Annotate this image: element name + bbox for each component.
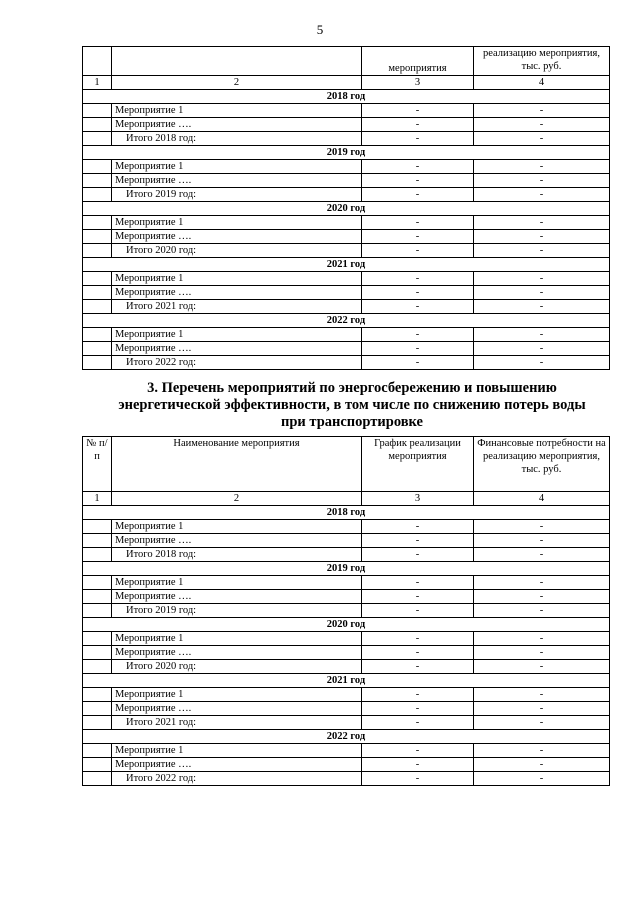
event-name: Мероприятие …. xyxy=(112,342,362,356)
section-title xyxy=(82,380,622,431)
event-name: Мероприятие …. xyxy=(112,230,362,244)
schedule-cell: - xyxy=(362,188,474,202)
table-row xyxy=(83,520,610,534)
event-name: Мероприятие …. xyxy=(112,590,362,604)
table-row xyxy=(83,632,610,646)
table-row xyxy=(83,104,610,118)
schedule-cell: - xyxy=(362,772,474,786)
table-row xyxy=(83,534,610,548)
row-number-cell xyxy=(83,118,112,132)
schedule-cell: - xyxy=(362,132,474,146)
year-label: 2020 год xyxy=(83,618,610,632)
row-number-cell xyxy=(83,244,112,258)
finance-cell: - xyxy=(474,688,610,702)
row-number-cell xyxy=(83,646,112,660)
finance-cell: - xyxy=(474,216,610,230)
header-cell-number: № п/п xyxy=(83,437,112,492)
row-number-cell xyxy=(83,356,112,370)
year-label: 2022 год xyxy=(83,730,610,744)
year-row xyxy=(83,674,610,688)
schedule-cell: - xyxy=(362,688,474,702)
schedule-cell: - xyxy=(362,300,474,314)
year-row xyxy=(83,618,610,632)
table-row xyxy=(83,160,610,174)
finance-cell: - xyxy=(474,744,610,758)
table-header-row xyxy=(83,437,610,492)
finance-cell: - xyxy=(474,356,610,370)
row-number-cell xyxy=(83,590,112,604)
schedule-cell: - xyxy=(362,230,474,244)
row-number-cell xyxy=(83,328,112,342)
schedule-cell: - xyxy=(362,548,474,562)
finance-cell: - xyxy=(474,244,610,258)
year-label: 2019 год xyxy=(83,562,610,576)
total-label: Итого 2018 год: xyxy=(112,132,362,146)
finance-cell: - xyxy=(474,604,610,618)
schedule-cell: - xyxy=(362,758,474,772)
total-label: Итого 2018 год: xyxy=(112,548,362,562)
table-row xyxy=(83,342,610,356)
schedule-cell: - xyxy=(362,216,474,230)
total-row xyxy=(83,132,610,146)
schedule-cell: - xyxy=(362,160,474,174)
event-name: Мероприятие 1 xyxy=(112,520,362,534)
table-row xyxy=(83,576,610,590)
finance-cell: - xyxy=(474,160,610,174)
row-number-cell xyxy=(83,548,112,562)
event-name: Мероприятие …. xyxy=(112,118,362,132)
row-number-cell xyxy=(83,216,112,230)
schedule-cell: - xyxy=(362,534,474,548)
table-row xyxy=(83,216,610,230)
schedule-cell: - xyxy=(362,286,474,300)
year-label: 2018 год xyxy=(83,90,610,104)
total-label: Итого 2021 год: xyxy=(112,300,362,314)
header-cell xyxy=(83,47,112,76)
total-label: Итого 2022 год: xyxy=(112,772,362,786)
total-label: Итого 2019 год: xyxy=(112,604,362,618)
event-name: Мероприятие 1 xyxy=(112,328,362,342)
row-number-cell xyxy=(83,534,112,548)
year-row xyxy=(83,258,610,272)
row-number-cell xyxy=(83,702,112,716)
schedule-cell: - xyxy=(362,356,474,370)
table-row xyxy=(83,758,610,772)
total-row xyxy=(83,244,610,258)
year-label: 2019 год xyxy=(83,146,610,160)
header-cell-name: Наименование мероприятия xyxy=(112,437,362,492)
column-number: 3 xyxy=(362,492,474,506)
finance-cell: - xyxy=(474,104,610,118)
finance-cell: - xyxy=(474,534,610,548)
event-name: Мероприятие …. xyxy=(112,286,362,300)
finance-cell: - xyxy=(474,132,610,146)
row-number-cell xyxy=(83,772,112,786)
header-cell-finance: Финансовые потребности на реализацию мероприятия, тыс. руб. xyxy=(474,437,610,492)
finance-cell: - xyxy=(474,660,610,674)
finance-cell: - xyxy=(474,576,610,590)
schedule-cell: - xyxy=(362,272,474,286)
row-number-cell xyxy=(83,160,112,174)
finance-cell: - xyxy=(474,272,610,286)
schedule-cell: - xyxy=(362,244,474,258)
total-label: Итого 2022 год: xyxy=(112,356,362,370)
event-name: Мероприятие …. xyxy=(112,646,362,660)
event-name: Мероприятие …. xyxy=(112,174,362,188)
year-row xyxy=(83,146,610,160)
schedule-cell: - xyxy=(362,342,474,356)
row-number-cell xyxy=(83,604,112,618)
total-row xyxy=(83,548,610,562)
table-row xyxy=(83,688,610,702)
section-title-line: 3. Перечень мероприятий по энергосбережению и повышению xyxy=(147,380,557,396)
finance-cell: - xyxy=(474,632,610,646)
schedule-cell: - xyxy=(362,660,474,674)
total-label: Итого 2021 год: xyxy=(112,716,362,730)
year-label: 2022 год xyxy=(83,314,610,328)
finance-cell: - xyxy=(474,646,610,660)
page-number: 5 xyxy=(316,22,324,37)
row-number-cell xyxy=(83,272,112,286)
schedule-cell: - xyxy=(362,174,474,188)
table-row xyxy=(83,174,610,188)
row-number-cell xyxy=(83,744,112,758)
schedule-cell: - xyxy=(362,576,474,590)
year-row xyxy=(83,506,610,520)
schedule-cell: - xyxy=(362,590,474,604)
finance-cell: - xyxy=(474,702,610,716)
finance-cell: - xyxy=(474,758,610,772)
row-number-cell xyxy=(83,520,112,534)
year-label: 2018 год xyxy=(83,506,610,520)
column-number: 3 xyxy=(362,76,474,90)
event-name: Мероприятие 1 xyxy=(112,272,362,286)
schedule-cell: - xyxy=(362,118,474,132)
events-table-body xyxy=(83,47,610,370)
year-label: 2021 год xyxy=(83,258,610,272)
column-number: 1 xyxy=(83,492,112,506)
schedule-cell: - xyxy=(362,646,474,660)
schedule-cell: - xyxy=(362,744,474,758)
event-name: Мероприятие …. xyxy=(112,758,362,772)
event-name: Мероприятие 1 xyxy=(112,576,362,590)
column-number: 2 xyxy=(112,76,362,90)
events-table-continued xyxy=(82,46,610,370)
schedule-cell: - xyxy=(362,702,474,716)
total-row xyxy=(83,604,610,618)
event-name: Мероприятие 1 xyxy=(112,744,362,758)
header-cell-schedule: График реализации мероприятия xyxy=(362,437,474,492)
event-name: Мероприятие …. xyxy=(112,702,362,716)
finance-cell: - xyxy=(474,328,610,342)
table-header-row xyxy=(83,47,610,76)
row-number-cell xyxy=(83,660,112,674)
column-number-row xyxy=(83,492,610,506)
column-number: 4 xyxy=(474,76,610,90)
event-name: Мероприятие 1 xyxy=(112,216,362,230)
row-number-cell xyxy=(83,132,112,146)
row-number-cell xyxy=(83,632,112,646)
finance-cell: - xyxy=(474,716,610,730)
table-row xyxy=(83,286,610,300)
schedule-cell: - xyxy=(362,520,474,534)
finance-cell: - xyxy=(474,520,610,534)
row-number-cell xyxy=(83,104,112,118)
event-name: Мероприятие 1 xyxy=(112,632,362,646)
schedule-cell: - xyxy=(362,328,474,342)
event-name: Мероприятие 1 xyxy=(112,104,362,118)
header-cell: реализацию мероприятия, тыс. руб. xyxy=(474,47,610,76)
table-row xyxy=(83,230,610,244)
row-number-cell xyxy=(83,174,112,188)
row-number-cell xyxy=(83,188,112,202)
total-row xyxy=(83,356,610,370)
table-row xyxy=(83,702,610,716)
year-row xyxy=(83,730,610,744)
finance-cell: - xyxy=(474,174,610,188)
row-number-cell xyxy=(83,688,112,702)
total-row xyxy=(83,772,610,786)
row-number-cell xyxy=(83,758,112,772)
finance-cell: - xyxy=(474,118,610,132)
finance-cell: - xyxy=(474,772,610,786)
year-row xyxy=(83,202,610,216)
row-number-cell xyxy=(83,716,112,730)
finance-cell: - xyxy=(474,342,610,356)
finance-cell: - xyxy=(474,188,610,202)
row-number-cell xyxy=(83,342,112,356)
finance-cell: - xyxy=(474,286,610,300)
schedule-cell: - xyxy=(362,716,474,730)
total-label: Итого 2019 год: xyxy=(112,188,362,202)
section-title-line: энергетической эффективности, в том числе по снижению потерь воды xyxy=(118,397,586,413)
row-number-cell xyxy=(83,230,112,244)
table-row xyxy=(83,272,610,286)
year-row xyxy=(83,562,610,576)
finance-cell: - xyxy=(474,230,610,244)
finance-cell: - xyxy=(474,548,610,562)
section-title-line: при транспортировке xyxy=(281,414,423,430)
table-row xyxy=(83,744,610,758)
year-row xyxy=(83,90,610,104)
row-number-cell xyxy=(83,300,112,314)
row-number-cell xyxy=(83,286,112,300)
header-cell: мероприятия xyxy=(362,47,474,76)
schedule-cell: - xyxy=(362,632,474,646)
finance-cell: - xyxy=(474,590,610,604)
total-label: Итого 2020 год: xyxy=(112,244,362,258)
table-row xyxy=(83,646,610,660)
table-row xyxy=(83,590,610,604)
header-cell xyxy=(112,47,362,76)
total-row xyxy=(83,188,610,202)
events-table-body xyxy=(83,437,610,786)
year-row xyxy=(83,314,610,328)
row-number-cell xyxy=(83,576,112,590)
finance-cell: - xyxy=(474,300,610,314)
energy-saving-events-table xyxy=(82,436,610,786)
total-row xyxy=(83,300,610,314)
event-name: Мероприятие …. xyxy=(112,534,362,548)
total-label: Итого 2020 год: xyxy=(112,660,362,674)
column-number: 4 xyxy=(474,492,610,506)
year-label: 2020 год xyxy=(83,202,610,216)
year-label: 2021 год xyxy=(83,674,610,688)
table-row xyxy=(83,118,610,132)
total-row xyxy=(83,716,610,730)
column-number: 2 xyxy=(112,492,362,506)
schedule-cell: - xyxy=(362,604,474,618)
total-row xyxy=(83,660,610,674)
event-name: Мероприятие 1 xyxy=(112,160,362,174)
schedule-cell: - xyxy=(362,104,474,118)
table-row xyxy=(83,328,610,342)
column-number: 1 xyxy=(83,76,112,90)
column-number-row xyxy=(83,76,610,90)
event-name: Мероприятие 1 xyxy=(112,688,362,702)
